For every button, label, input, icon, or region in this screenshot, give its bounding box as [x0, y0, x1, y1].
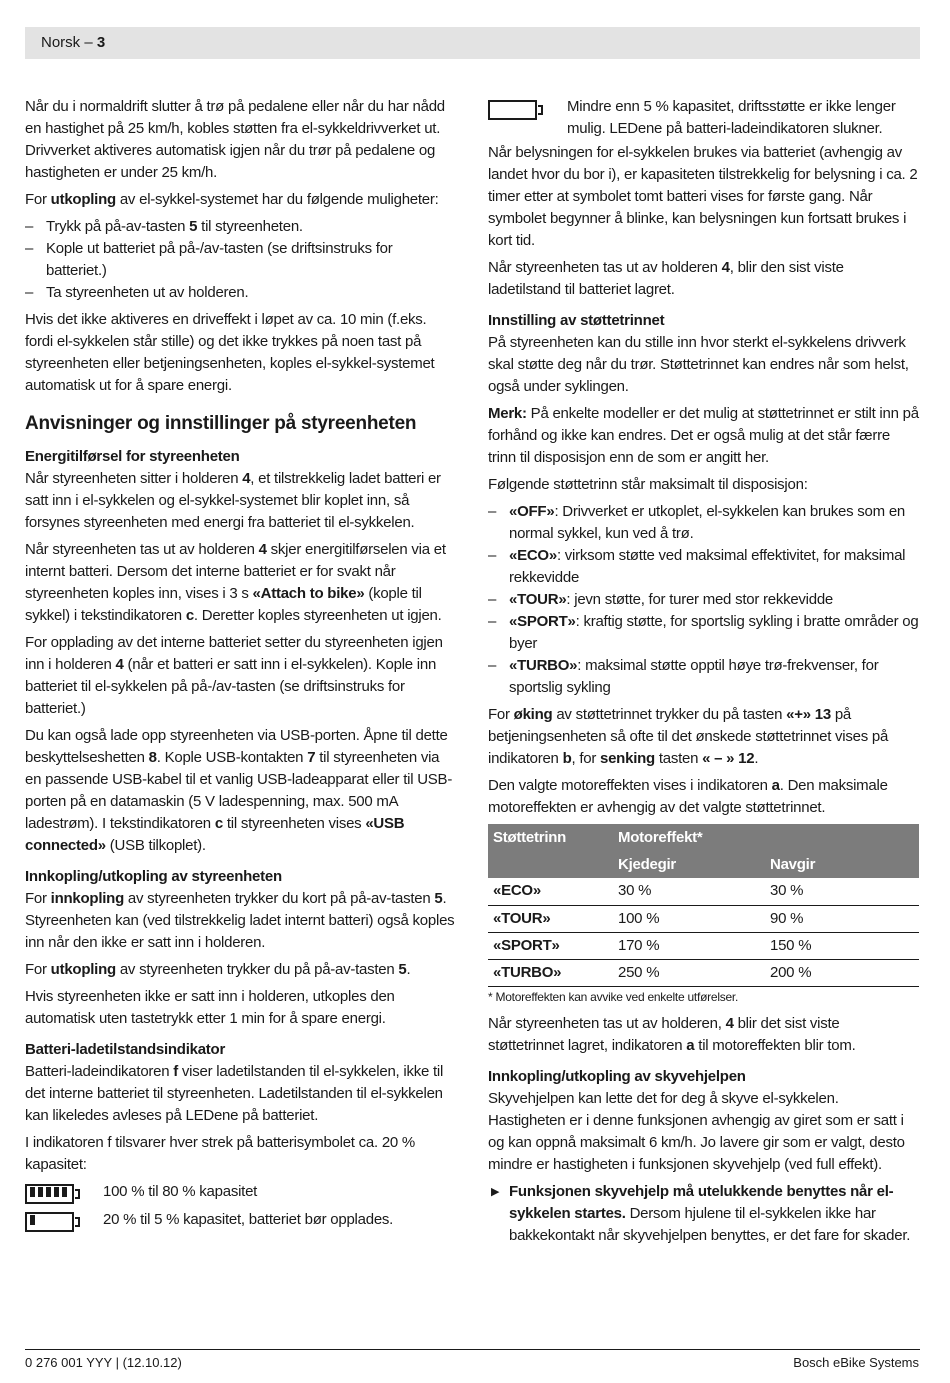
paragraph: På styreenheten kan du stille inn hvor sterkt el-sykkelens drivverk skal støtte deg når du trør. Støttetrinnet kan endres når som helst, også under syklingen. [488, 334, 909, 395]
table-row: «TOUR» 100 % 90 % [488, 905, 919, 932]
left-column [25, 96, 455, 1237]
subheading: Innstilling av støttetrinnet [488, 312, 665, 329]
paragraph: Hvis styreenheten ikke er satt inn i holderen, utkoples den automatisk uten tastetrykk etter 1 min for å spare energi. [25, 988, 395, 1027]
battery-row-full [25, 1181, 455, 1206]
table-row: «SPORT» 170 % 150 % [488, 932, 919, 959]
battery-row-empty [488, 96, 919, 140]
page-number: 3 [96, 34, 106, 51]
paragraph: For utkopling av styreenheten trykker du på på-av-tasten 5. [25, 961, 411, 978]
right-column [488, 96, 919, 1252]
motor-power-table [488, 824, 919, 987]
list-item: – «OFF»: Drivverket er utkoplet, el-sykkelen kan brukes som en normal sykkel, kun ved å trø. [488, 501, 919, 545]
paragraph: Den valgte motoreffekten vises i indikatoren a. Den maksimale motoreffekten er avhengig av det valgte støttetrinnet. [488, 777, 888, 816]
battery-full-icon [25, 1184, 81, 1206]
list-item: – Ta styreenheten ut av holderen. [25, 282, 455, 304]
paragraph: Når styreenheten tas ut av holderen, 4 blir det sist viste støttetrinnet lagret, indikatoren a til motoreffekten blir tom. [488, 1014, 856, 1054]
header-text: Norsk – 3 [41, 34, 106, 51]
paragraph: Følgende støttetrinn står maksimalt til disposisjon: [488, 476, 808, 493]
subheading: Batteri-ladetilstandsindikator [25, 1041, 226, 1058]
page-header [25, 27, 920, 59]
paragraph: Når belysningen for el-sykkelen brukes via batteriet (avhengig av landet hvor du bor i), er kapasiteten tilstrekkelig for belysning i ca. 2 timer etter at symbolet tomt batteri vises for første gang. Når symbolet begynner å blinke, kan belysningen kun fortsatt brukes i kort tid. [488, 144, 918, 249]
warning-note: ▶ Funksjonen skyvehjelp må utelukkende benyttes når el-sykkelen startes. Dersom hjulene til el-sykkelen ikke har bakkekontakt når skyvehjelpen benyttes, er det fare for skader. [488, 1181, 919, 1247]
footer-brand: Bosch eBike Systems [793, 1355, 919, 1370]
battery-empty-label: Mindre enn 5 % kapasitet, driftsstøtte er ikke lenger mulig. LEDene på batteri-ladeindikatoren slukner. [567, 98, 896, 137]
paragraph: For utkopling av el-sykkel-systemet har du følgende muligheter: [25, 191, 439, 208]
paragraph: Når styreenheten tas ut av holderen 4 skjer energitilførselen via et internt batteri. Dersom det interne batteriet er for svakt når styreenheten koples inn, vises i 3 s «Attach to bike» (kople til sykkel) i tekstindikatoren c. Deretter koples styreenheten ut igjen. [25, 541, 446, 624]
paragraph: Hvis det ikke aktiveres en driveffekt i løpet av ca. 10 min (f.eks. fordi el-sykkelen står stille) og det ikke trykkes på noen tast på styreenheten eller betjeningsenheten, koples el-sykkel-systemet automatisk ut for å spare energi. [25, 311, 435, 394]
table-header-hub: Kjedegir [613, 851, 765, 878]
table-header-motor: Motoreffekt* [613, 824, 919, 851]
table-footnote: * Motoreffekten kan avvike ved enkelte utførelser. [488, 989, 739, 1004]
table-header-level: Støttetrinn [488, 824, 613, 851]
battery-empty-icon [488, 100, 544, 122]
list-item: – Trykk på på-av-tasten 5 til styreenheten. [25, 216, 455, 238]
list-item: – Kople ut batteriet på på-/av-tasten (se driftsinstruks for batteriet.) [25, 238, 455, 282]
subheading: Innkopling/utkopling av skyvehjelpen [488, 1067, 746, 1085]
footer-doc-number: 0 276 001 YYY | (12.10.12) [25, 1355, 182, 1370]
battery-full-label: 100 % til 80 % kapasitet [103, 1183, 258, 1200]
battery-low-icon [25, 1212, 81, 1234]
subheading: Innkopling/utkopling av styreenheten [25, 868, 282, 885]
list-item: – «TURBO»: maksimal støtte opptil høye trø-frekvenser, for sportslig sykling [488, 655, 919, 699]
table-header-empty [488, 851, 613, 878]
paragraph: Når du i normaldrift slutter å trø på pedalene eller når du har nådd en hastighet på 25 km/h, kobles støtten fra el-sykkeldrivverket ut. Drivverket aktiveres automatisk igjen når du trør på pedalene og hastigheten er under 25 km/h. [25, 98, 445, 181]
battery-row-low [25, 1209, 455, 1234]
paragraph: For innkopling av styreenheten trykker du kort på på-av-tasten 5. Styreenheten kan (ved tilstrekkelig ladet internt batteri) også koples inn når den ikke er satt inn i holderen. [25, 890, 455, 951]
switch-off-list [25, 216, 455, 304]
section-heading: Anvisninger og innstillinger på styreenheten [25, 413, 417, 434]
paragraph: I indikatoren f tilsvarer hver strek på batterisymbolet ca. 20 % kapasitet: [25, 1134, 416, 1173]
list-item: – «SPORT»: kraftig støtte, for sportslig sykling i bratte områder og byer [488, 611, 919, 655]
list-item: – «TOUR»: jevn støtte, for turer med stor rekkevidde [488, 589, 919, 611]
paragraph: Når styreenheten sitter i holderen 4, et tilstrekkelig ladet batteri er satt inn i el-sykkelen og el-sykkel-systemet blir koplet inn, så forsynes styreenheten med energi fra batteriet til el-sykkelen. [25, 470, 441, 531]
table-row: «ECO» 30 % 30 % [488, 878, 919, 905]
battery-low-label: 20 % til 5 % kapasitet, batteriet bør opplades. [103, 1211, 394, 1228]
assist-levels-list [488, 501, 919, 699]
paragraph: Skyvehjelpen kan lette det for deg å skyve el-sykkelen. Hastigheten er i denne funksjonen avhengig av giret som er satt i og kan oppnå maksimalt 6 km/h. Jo lavere gir som er valgt, desto mindre er hastigheten i funksjonen skyvehjelp (ved full effekt). [488, 1089, 905, 1173]
list-item: – «ECO»: virksom støtte ved maksimal effektivitet, for maksimal rekkevidde [488, 545, 919, 589]
paragraph: Du kan også lade opp styreenheten via USB-porten. Åpne til dette beskyttelseshetten 8. Kople USB-kontakten 7 til styreenheten via en passende USB-kabel til et vanlig USB-ladeapparat eller til USB-porten på en datamaskin (5 V ladespenning, max. 500 mA ladestrøm). I tekstindikatoren c til styreenheten vises «USB connected» (USB tilkoplet). [25, 727, 453, 854]
footer-rule [25, 1349, 920, 1350]
subheading: Energitilførsel for styreenheten [25, 448, 240, 465]
table-row: «TURBO» 250 % 200 % [488, 959, 919, 986]
paragraph: Batteri-ladeindikatoren f viser ladetilstanden til el-sykkelen, ikke til det interne batteriet til styreenheten. Ladetilstanden til el-sykkelen kan likeledes avleses på LEDene på batteriet. [25, 1063, 444, 1124]
paragraph: For øking av støttetrinnet trykker du på tasten «+» 13 på betjeningsenheten så ofte til det ønskede støttetrinnet vises på indikatoren b, for senking tasten « – » 12. [488, 706, 889, 767]
paragraph: For opplading av det interne batteriet setter du styreenheten igjen inn i holderen 4 (når et batteri er satt inn i el-sykkelen). Kople inn batteriet til el-sykkelen på på-/av-tasten (se driftsinstruks for batteriet.) [25, 634, 443, 717]
paragraph: Merk: På enkelte modeller er det mulig at støttetrinnet er stilt inn på forhånd og ikke kan endres. Det er også mulig at det står færre trinn til disposisjon enn de som er angitt her. [488, 405, 919, 466]
table-header-gear: Navgir [765, 851, 919, 878]
paragraph: Når styreenheten tas ut av holderen 4, blir den sist viste ladetilstand til batteriet lagret. [488, 259, 844, 298]
